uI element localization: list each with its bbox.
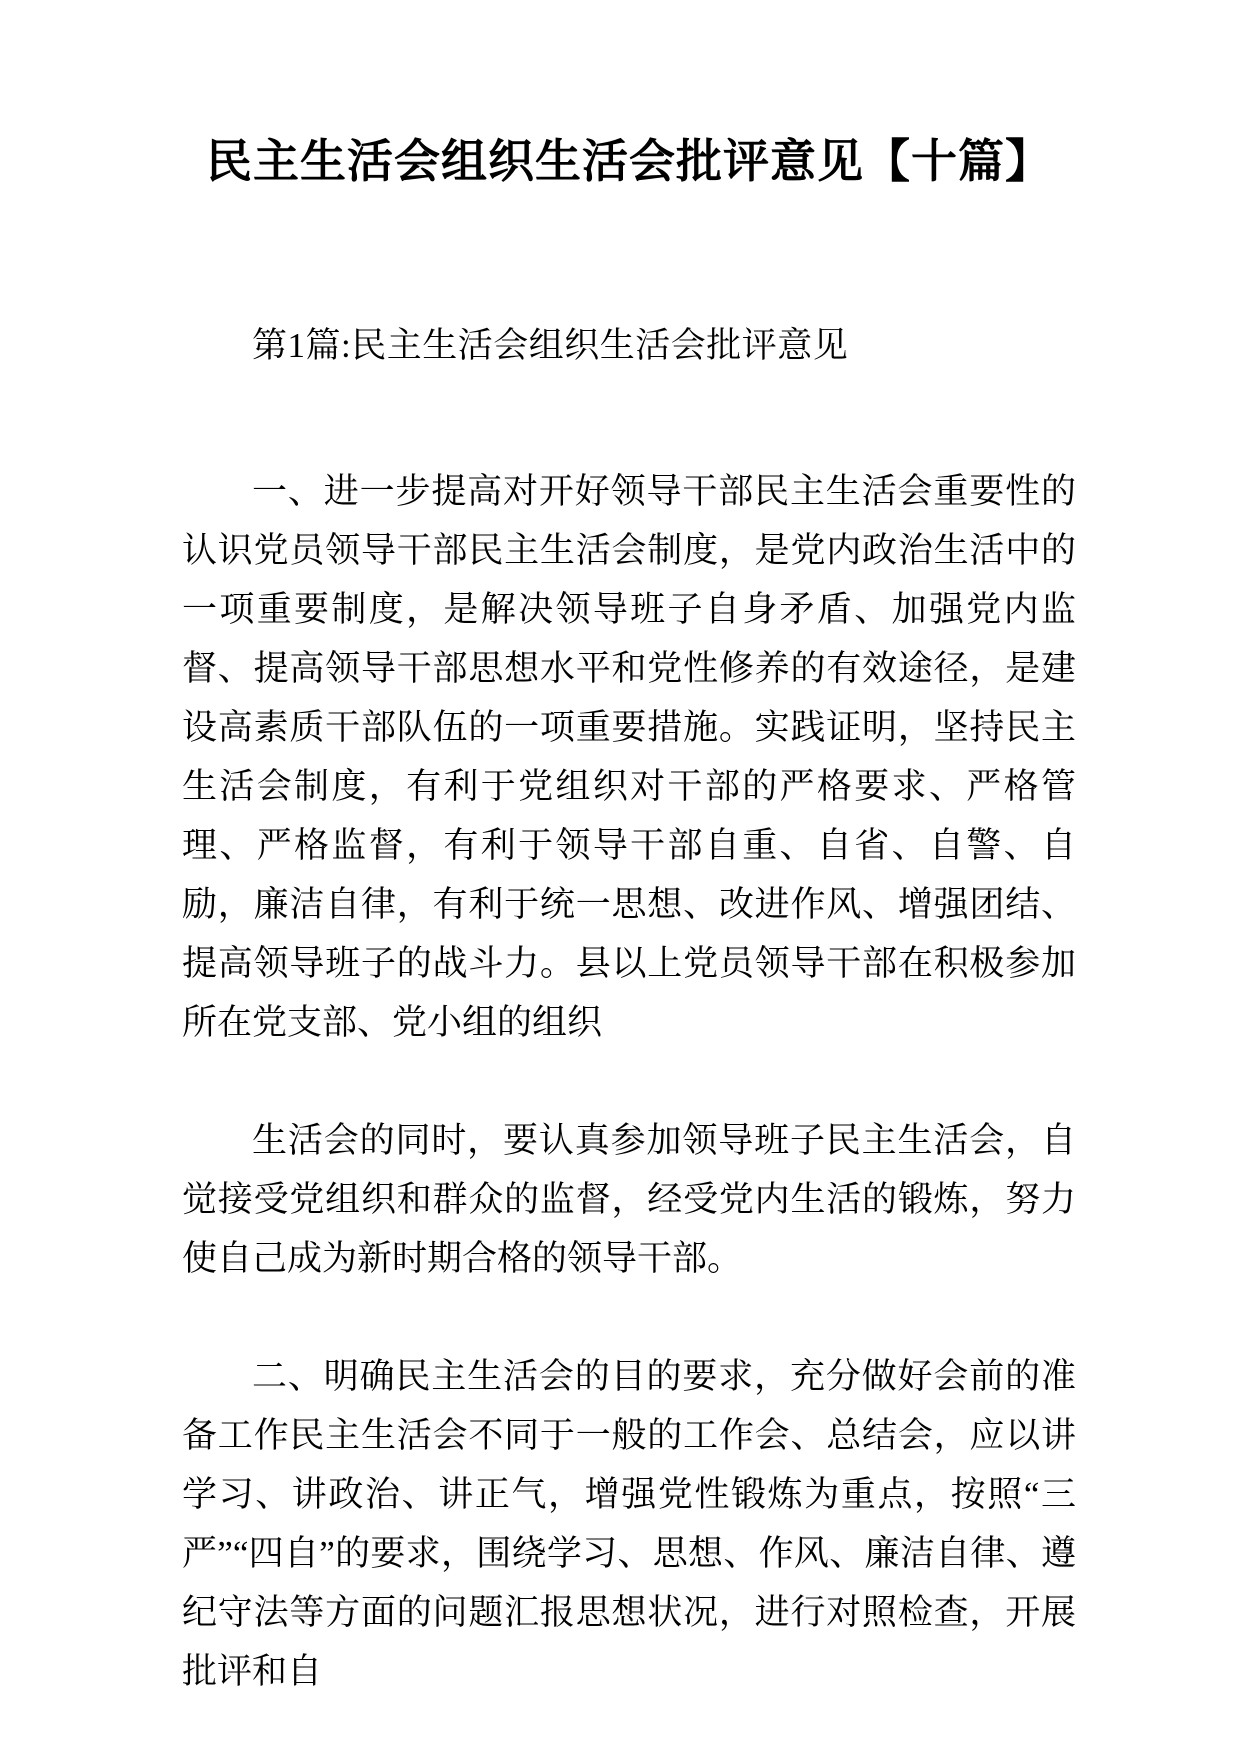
- body-paragraph-1: 一、进一步提高对开好领导干部民主生活会重要性的认识党员领导干部民主生活会制度，是党内政治生活中的一项重要制度，是解决领导班子自身矛盾、加强党内监督、提高领导干部思想水平和党性修养的有效途径，是建设高素质干部队伍的一项重要措施。实践证明，坚持民主生活会制度，有利于党组织对干部的严格要求、严格管理、严格监督，有利于领导干部自重、自省、自警、自励，廉洁自律，有利于统一思想、改进作风、增强团结、提高领导班子的战斗力。县以上党员领导干部在积极参加所在党支部、党小组的组织: [182, 472, 1076, 1042]
- body-paragraph-3: 二、明确民主生活会的目的要求，充分做好会前的准备工作民主生活会不同于一般的工作会、总结会，应以讲学习、讲政治、讲正气，增强党性锻炼为重点，按照“三严”“四自”的要求，围绕学习、思想、作风、廉洁自律、遵纪守法等方面的问题汇报思想状况，进行对照检查，开展批评和自: [182, 1357, 1076, 1691]
- section-heading: 第1篇:民主生活会组织生活会批评意见: [252, 326, 849, 365]
- document-title: 民主生活会组织生活会批评意见【十篇】: [206, 136, 1052, 187]
- body-paragraph-2: 生活会的同时，要认真参加领导班子民主生活会，自觉接受党组织和群众的监督，经受党内生活的锻炼，努力使自己成为新时期合格的领导干部。: [182, 1121, 1076, 1278]
